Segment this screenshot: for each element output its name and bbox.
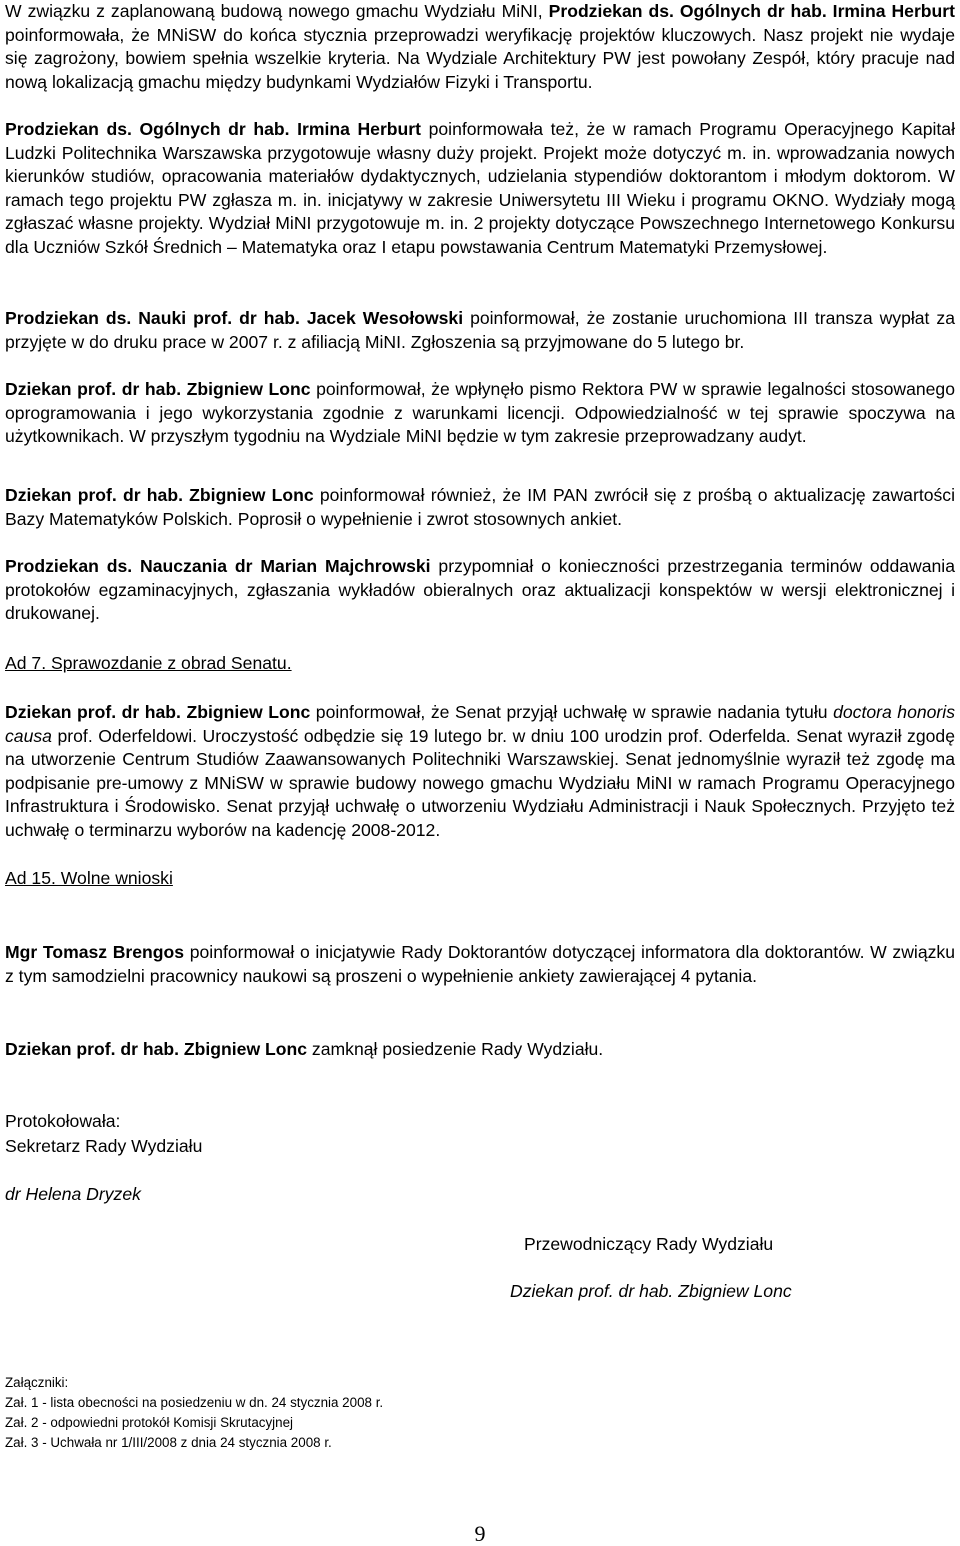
paragraph-text: poinformował o inicjatywie Rady Doktorantów dotyczącej informatora dla doktorantów. W związku z tym samodzielni pracownicy naukowi są proszeni o wypełnienie ankiety zawierającej 4 pytania. [5, 942, 955, 986]
attachment-item: Zał. 3 - Uchwała nr 1/III/2008 z dnia 24 stycznia 2008 r. [5, 1435, 332, 1450]
recorder-label: Protokołowała: [5, 1111, 121, 1131]
paragraph-text: W związku z zaplanowaną budową nowego gmachu Wydziału MiNI, [5, 1, 549, 21]
page-number: 9 [474, 1521, 486, 1546]
speaker-name: Dziekan prof. dr hab. Zbigniew Lonc [5, 702, 311, 722]
attachment-item: Zał. 1 - lista obecności na posiedzeniu w dn. 24 stycznia 2008 r. [5, 1395, 384, 1410]
recorder-role: Sekretarz Rady Wydziału [5, 1136, 203, 1156]
speaker-name: Prodziekan ds. Nauczania dr Marian Majchrowski [5, 556, 431, 576]
paragraph-mathematicians-database [5, 484, 955, 531]
paragraph-text: poinformował, że zostanie uruchomiona III transza wypłat za przyjęte w do druku prace w 2007 r. z afiliacją MiNI. Zgłoszenia są przyjmowane do 5 lutego br. [5, 308, 955, 352]
speaker-name: Dziekan prof. dr hab. Zbigniew Lonc [5, 1039, 308, 1059]
honorary-title: doctora honoris causa [5, 702, 955, 746]
paragraph-text: prof. Oderfeldowi. Uroczystość odbędzie się 19 lutego br. w dniu 100 urodzin prof. Oderfelda. Senat wyraził zgodę na utworzenie Centrum Studiów Zaawansowanych Politechniki Warszawskiej. Senat jednomyślnie wyraził też zgodę ma podpisanie pre-umowy z MNiSW w sprawie budowy nowego gmachu Wydziału MiNI w ramach Programu Operacyjnego Infrastruktura i Środowisko. Senat przyjął uchwałę o utworzeniu Wydziału Administracji i Nauk Społecznych. Przyjęto też uchwałę o terminarzu wyborów na kadencję 2008-2012. [5, 725, 955, 840]
paragraph-software-legality [5, 378, 955, 449]
paragraph-senate-report [5, 701, 955, 843]
paragraph-text: poinformowała też, że w ramach Programu Operacyjnego Kapitał Ludzki Politechnika Warszawska przygotowuje własny duży projekt. Projekt może dotyczyć m. in. wprowadzania nowych kierunków studiów, opracowania materiałów dydaktycznych, udzielania stypendiów doktorantom i młodym doktorom. W ramach tego projektu PW zgłasza m. in. inicjatywy w zakresie Uniwersytetu III Wieku i programu OKNO. Wydziały mogą zgłaszać własne projekty. Wydział MiNI przygotowuje m. in. 2 projekty dotyczące Powszechnego Internetowego Konkursu dla Uczniów Szkół Średnich – Matematyka oraz I etapu powstawania Centrum Matematyki Przemysłowej. [5, 119, 955, 257]
speaker-name: Mgr Tomasz Brengos [5, 942, 185, 962]
section-heading-ad7: Ad 7. Sprawozdanie z obrad Senatu. [5, 653, 292, 673]
attachment-item: Zał. 2 - odpowiedni protokół Komisji Skrutacyjnej [5, 1415, 294, 1430]
chair-role: Przewodniczący Rady Wydziału [524, 1234, 774, 1254]
section-heading-ad15: Ad 15. Wolne wnioski [5, 868, 173, 888]
paragraph-text: zamknął posiedzenie Rady Wydziału. [307, 1039, 604, 1059]
paragraph-doctoral-council [5, 941, 955, 988]
paragraph-text: poinformował, że Senat przyjął uchwałę w sprawie nadania tytułu [310, 702, 834, 722]
recorder-name: dr Helena Dryzek [5, 1184, 141, 1204]
paragraph-new-building [5, 0, 955, 94]
speaker-name: Prodziekan ds. Ogólnych dr hab. Irmina Herburt [5, 119, 422, 139]
speaker-name: Dziekan prof. dr hab. Zbigniew Lonc [5, 485, 314, 505]
attachments-label: Załączniki: [5, 1375, 69, 1390]
speaker-name: Dziekan prof. dr hab. Zbigniew Lonc [5, 379, 311, 399]
speaker-name: Prodziekan ds. Nauki prof. dr hab. Jacek Wesołowski [5, 308, 464, 328]
paragraph-text: poinformował, że wpłynęło pismo Rektora PW w sprawie legalności stosowanego oprogramowania i jego wykorzystania zgodnie z warunkami licencji. Odpowiedzialność w tej sprawie spoczywa na użytkownikach. W przyszłym tygodniu na Wydziale MiNI będzie w tym zakresie przeprowadzany audyt. [5, 379, 955, 447]
paragraph-operational-program [5, 118, 955, 260]
paragraph-text: przypomniał o konieczności przestrzegania terminów oddawania protokołów egzaminacyjnych, zgłaszania wykładów obieralnych oraz aktualizacji konspektów w wersji elektronicznej i drukowanej. [5, 556, 955, 624]
paragraph-text: poinformował również, że IM PAN zwrócił się z prośbą o aktualizację zawartości Bazy Matematyków Polskich. Poprosił o wypełnienie i zwrot stosownych ankiet. [5, 485, 955, 529]
speaker-name: Prodziekan ds. Ogólnych dr hab. Irmina Herburt [548, 1, 955, 21]
paragraph-exam-protocols [5, 555, 955, 626]
paragraph-publication-grants [5, 307, 955, 354]
chair-name: Dziekan prof. dr hab. Zbigniew Lonc [510, 1281, 792, 1301]
paragraph-closing [5, 1038, 955, 1062]
paragraph-text: poinformowała, że MNiSW do końca stycznia przeprowadzi weryfikację projektów kluczowych. Nasz projekt nie wydaje się zagrożony, bowiem spełnia wszelkie kryteria. Na Wydziale Architektury PW jest powołany Zespół, który pracuje nad nową lokalizacją gmachu między budynkami Wydziałów Fizyki i Transportu. [5, 24, 955, 92]
